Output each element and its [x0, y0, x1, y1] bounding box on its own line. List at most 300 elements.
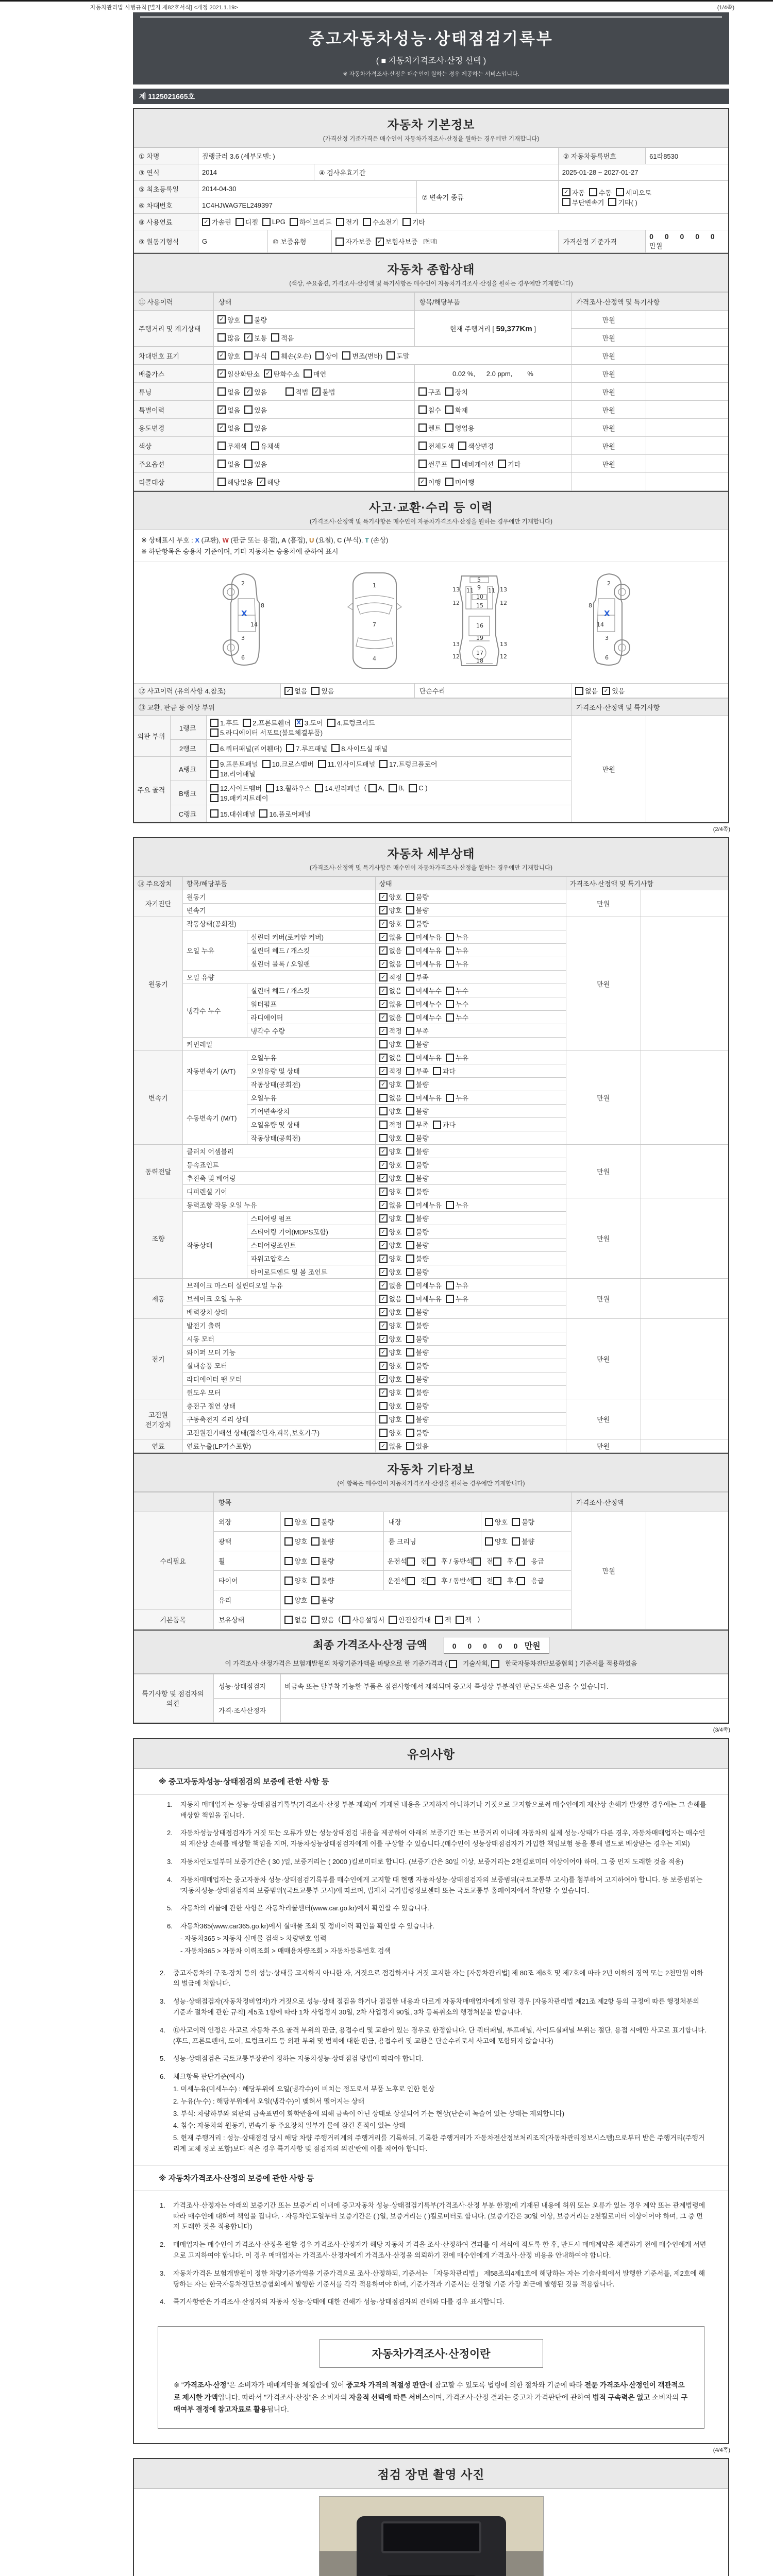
text: ⑧ 사용연료 [139, 218, 173, 226]
checkbox-13.휠하우스[interactable] [266, 783, 311, 793]
checkbox-불량[interactable] [406, 1320, 429, 1330]
checkbox-4.트렁크리드[interactable] [327, 718, 375, 727]
checkbox-option[interactable] [427, 1577, 437, 1585]
checkbox-양호[interactable] [379, 1227, 402, 1236]
checkbox-C )[interactable] [409, 784, 427, 792]
table-cell [641, 890, 728, 917]
checkbox-불량[interactable] [406, 1213, 429, 1223]
checkbox-box [379, 1134, 388, 1142]
table-cell [646, 347, 728, 365]
checkbox-19.패키지트레이[interactable] [210, 793, 268, 803]
checkbox-적법[interactable] [285, 387, 308, 397]
checkbox-부족[interactable] [406, 972, 429, 982]
checkbox-없음[interactable] [379, 945, 402, 955]
checkbox-양호[interactable] [485, 1517, 508, 1527]
table-cell [375, 957, 566, 971]
table-cell [572, 716, 646, 822]
table-cell [646, 329, 728, 347]
checkbox-box: ✓ [202, 218, 210, 226]
checkbox-불법[interactable] [312, 387, 335, 397]
checkbox-없음[interactable] [379, 1441, 402, 1451]
checkbox-기타( )[interactable] [608, 197, 637, 207]
checkbox-장치[interactable] [445, 387, 468, 397]
checkbox-box [342, 1616, 350, 1624]
checkbox-1.후드[interactable] [210, 718, 239, 727]
checkbox-누유[interactable] [446, 1053, 468, 1062]
checkbox-불량[interactable] [406, 1267, 429, 1277]
checkbox-option[interactable] [491, 1660, 501, 1668]
checkbox-불량[interactable] [406, 1334, 429, 1344]
checkbox-없음[interactable] [217, 405, 240, 415]
checkbox-LPG[interactable] [262, 218, 285, 226]
checkbox-불량[interactable] [512, 1536, 534, 1546]
checkbox-18.리어패널[interactable] [210, 769, 255, 778]
checkbox-box [210, 719, 219, 727]
checkbox-box [379, 760, 388, 768]
checkbox-기타[interactable] [498, 459, 520, 469]
checkbox-없음[interactable] [379, 932, 402, 942]
checkbox-box [433, 1121, 441, 1129]
checkbox-미세누유[interactable] [406, 1093, 442, 1103]
checkbox-box [311, 1616, 320, 1624]
checkbox-디젤[interactable] [236, 217, 258, 227]
mileage-value: 59,377Km [496, 325, 532, 333]
checkbox-도말[interactable] [386, 351, 409, 361]
final-price-strip [134, 1630, 728, 1674]
checkbox-box [389, 1616, 397, 1624]
checkbox-option[interactable] [473, 1577, 482, 1585]
checkbox-미세누유[interactable] [406, 1200, 442, 1210]
checkbox-양호[interactable] [379, 1334, 402, 1344]
checkbox-색상변경[interactable] [458, 441, 494, 451]
checkbox-누수[interactable] [446, 986, 468, 995]
checkbox-네비게이션[interactable] [451, 459, 494, 469]
checkbox-option[interactable] [407, 1577, 416, 1585]
checkbox-유채색[interactable] [251, 441, 280, 451]
checkbox-불량[interactable] [406, 1414, 429, 1424]
checkbox-누유[interactable] [446, 1294, 468, 1303]
table-cell [646, 148, 728, 164]
checkbox-일산화탄소[interactable] [217, 369, 260, 379]
checkbox-양호[interactable] [379, 892, 402, 902]
table-cell [375, 1038, 566, 1051]
checkbox-양호[interactable] [379, 1387, 402, 1397]
checkbox-불량[interactable] [311, 1595, 334, 1605]
checkbox-안전삼각대[interactable] [389, 1615, 431, 1624]
checkbox-자동[interactable] [562, 188, 585, 197]
checkbox-양호[interactable] [379, 1173, 402, 1183]
checkbox-없음[interactable] [284, 1615, 307, 1624]
svg-text:X: X [604, 609, 610, 619]
checkbox-양호[interactable] [379, 1361, 402, 1370]
checkbox-전기[interactable] [336, 217, 359, 227]
checkbox-양호[interactable] [379, 1187, 402, 1196]
checkbox-적음[interactable] [271, 333, 294, 343]
checkbox-label: 기타( ) [618, 198, 637, 207]
checkbox-label: 불량 [415, 1242, 429, 1250]
checkbox-없음[interactable] [575, 686, 598, 696]
checkbox-box [290, 218, 298, 226]
checkbox-15.대쉬패널[interactable] [210, 809, 255, 819]
checkbox-없음[interactable] [379, 1053, 402, 1062]
table-cell [566, 1051, 641, 1145]
checkbox-양호[interactable] [379, 1347, 402, 1357]
text: 룸 크리닝 [388, 1538, 416, 1546]
checkbox-불량[interactable] [406, 919, 429, 928]
checkbox-불량[interactable] [512, 1517, 534, 1527]
checkbox-label: 미세누수 [415, 1014, 442, 1022]
checkbox-불량[interactable] [406, 1347, 429, 1357]
checkbox-9.프론트패널[interactable] [210, 759, 258, 769]
checkbox-8.사이드실 패널[interactable] [331, 743, 388, 753]
checkbox-불량[interactable] [406, 1401, 429, 1411]
definition-box-title: 자동차가격조사·산정이란 [320, 2339, 543, 2368]
checkbox-미세누유[interactable] [406, 1294, 442, 1303]
text: 보유상태 [219, 1616, 245, 1624]
checkbox-box: ✓ [244, 333, 253, 342]
checkbox-불량[interactable] [311, 1556, 334, 1566]
table-cell [134, 455, 214, 473]
checkbox-6.쿼터패널(리어휀더)[interactable] [210, 743, 282, 753]
checkbox-누유[interactable] [446, 1200, 468, 1210]
checkbox-있음[interactable] [244, 405, 267, 415]
checkbox-양호[interactable] [379, 1240, 402, 1250]
table-cell [134, 1198, 183, 1279]
checkbox-11.인사이드패널[interactable] [318, 759, 375, 769]
checkbox-box [379, 1415, 388, 1423]
checkbox-미세누수[interactable] [406, 986, 442, 995]
table-cell [572, 1512, 646, 1630]
table-cell [572, 419, 646, 437]
checkbox-option[interactable] [493, 1557, 503, 1566]
checkbox-하이브리드[interactable] [290, 217, 332, 227]
checkbox-option[interactable] [473, 1557, 482, 1566]
checkbox-가솔린[interactable] [202, 217, 231, 227]
checkbox-있음[interactable] [244, 423, 267, 433]
table-cell [375, 890, 566, 904]
table-cell [383, 1551, 571, 1571]
text: 만원 [602, 316, 615, 324]
checkbox-5.라디에이터 서포트(볼트체결부품)[interactable] [210, 727, 323, 737]
checkbox-미세누유[interactable] [406, 1053, 442, 1062]
text: 라디에이터 [250, 1014, 283, 1022]
text: 응급 [531, 1557, 544, 1565]
checkbox-label: 없음 [389, 1014, 402, 1022]
checkbox-label: 없음 [227, 424, 241, 432]
text: 짚랭글러 3.6 (세부모델: ) [202, 152, 275, 160]
checkbox-양호[interactable] [379, 1414, 402, 1424]
definition-text-segment: 됩니다. [266, 2405, 289, 2414]
table-cell [375, 1279, 566, 1292]
checkbox-있음[interactable] [406, 1441, 429, 1451]
checkbox-화재[interactable] [445, 405, 468, 415]
checkbox-불량[interactable] [406, 1106, 429, 1116]
checkbox-2.프론트휀더[interactable] [243, 718, 291, 727]
checkbox-label: 없음 [389, 1054, 402, 1062]
checkbox-누유[interactable] [446, 932, 468, 942]
checkbox-양호[interactable] [379, 1253, 402, 1263]
checkbox-불량[interactable] [406, 1240, 429, 1250]
checkbox-적정[interactable] [379, 1026, 402, 1036]
checkbox-양호[interactable] [379, 1374, 402, 1384]
checkbox-불량[interactable] [406, 905, 429, 915]
checkbox-불량[interactable] [244, 315, 267, 325]
checkbox-불량[interactable] [311, 1575, 334, 1585]
table-cell [375, 1265, 566, 1279]
checkbox-이행[interactable] [418, 477, 441, 487]
checkbox-렌트[interactable] [418, 423, 441, 433]
table-cell [214, 1532, 281, 1551]
checkbox-불량[interactable] [406, 1374, 429, 1384]
checkbox-매연[interactable] [304, 369, 326, 379]
checkbox-부식[interactable] [244, 351, 267, 361]
table-cell [375, 1306, 566, 1319]
checkbox-A,[interactable] [368, 784, 384, 792]
checkbox-누유[interactable] [446, 945, 468, 955]
checkbox-사용설명서[interactable] [342, 1615, 384, 1624]
checkbox-양호[interactable] [379, 1213, 402, 1223]
table-cell [183, 1372, 376, 1386]
checkbox-12.사이드멤버[interactable] [210, 783, 262, 793]
checkbox-box [493, 1557, 501, 1566]
checkbox-전체도색[interactable] [418, 441, 454, 451]
checkbox-양호[interactable] [379, 919, 402, 928]
checkbox-box [284, 1596, 293, 1604]
checkbox-미세누수[interactable] [406, 1012, 442, 1022]
checkbox-양호[interactable] [217, 351, 240, 361]
checkbox-변조(변타)[interactable] [342, 351, 382, 361]
inspector-opinion-table [134, 1674, 728, 1723]
checkbox-해당없음[interactable] [217, 477, 253, 487]
checkbox-양호[interactable] [379, 1320, 402, 1330]
checkbox-있음[interactable] [311, 1615, 334, 1624]
table-cell [214, 1674, 281, 1698]
checkbox-보통[interactable] [244, 333, 267, 343]
checkbox-option[interactable] [407, 1557, 416, 1566]
checkbox-누수[interactable] [446, 1012, 468, 1022]
checkbox-해당[interactable] [257, 477, 280, 487]
notice-item-text: 자동차매매업자는 중고자동차 성능·상태점검기록부를 매수인에게 고지할 때 현행 자동차성능·상태점검자의 보증범위(국토교통부 고시)를 첨부하여 고지하여야 합니다. 동 보증범위는 '자동차성능·상태점검자의 보증범위'(국토교통부 고시)에 따르며, 법제처 국가법령정보센터 또는 국토교통부 홈페이지에서 확인할 수 있습니다. [180, 1875, 703, 1894]
checkbox-불량[interactable] [406, 1133, 429, 1143]
checkbox-10.크로스멤버[interactable] [262, 759, 314, 769]
text: 고전원 전기장치 [145, 1411, 172, 1429]
notice-item [160, 2268, 707, 2290]
checkbox-있음[interactable] [244, 387, 267, 397]
svg-text:11: 11 [466, 587, 474, 595]
checkbox-불량[interactable] [406, 1160, 429, 1170]
checkbox-보험사보증[interactable] [376, 236, 418, 246]
text: 상태 [379, 880, 392, 888]
checkbox-무채색[interactable] [217, 441, 247, 451]
checkbox-label: 양호 [389, 1161, 402, 1170]
checkbox-과다[interactable] [433, 1066, 456, 1076]
checkbox-option[interactable] [449, 1660, 459, 1668]
checkbox-불량[interactable] [406, 1227, 429, 1236]
checkbox-불량[interactable] [406, 1173, 429, 1183]
definition-text-segment: ※ " [174, 2381, 184, 2389]
checkbox-수동[interactable] [589, 188, 612, 197]
checkbox-양호[interactable] [379, 1039, 402, 1049]
checkbox-양호[interactable] [284, 1517, 307, 1527]
checkbox-양호[interactable] [379, 905, 402, 915]
checkbox-미세누유[interactable] [406, 932, 442, 942]
checkbox-option[interactable] [517, 1557, 527, 1566]
checkbox-option[interactable] [427, 1557, 437, 1566]
checkbox-과다[interactable] [433, 1120, 456, 1129]
checkbox-양호[interactable] [379, 1133, 402, 1143]
text: 발전기 출력 [187, 1322, 221, 1330]
notice-sub-item: 2. 누유(누수) : 해당부위에서 오일(냉각수)이 맺혀서 떨어지는 상태 [173, 2097, 365, 2105]
checkbox-없음[interactable] [379, 1200, 402, 1210]
checkbox-label: 불량 [415, 1322, 429, 1330]
checkbox-침수[interactable] [418, 405, 441, 415]
checkbox-16.플로어패널[interactable] [259, 809, 311, 819]
checkbox-box: ✓ [217, 405, 226, 414]
checkbox-잭[interactable] [456, 1615, 472, 1624]
table-cell [134, 1399, 183, 1439]
checkbox-적정[interactable] [379, 1120, 402, 1129]
text: 변속기 [187, 907, 206, 915]
text: 비금속 또는 탈부착 가능한 부품은 점검사항에서 제외되며 중고차 특성상 부분적인 판금도색은 있을 수 있습니다. [284, 1683, 609, 1691]
checkbox-label: 수소전기 [372, 218, 398, 226]
checkbox-적정[interactable] [379, 1066, 402, 1076]
checkbox-없음[interactable] [379, 959, 402, 969]
checkbox-양호[interactable] [379, 1106, 402, 1116]
text: ( [364, 784, 368, 792]
checkbox-누수[interactable] [446, 999, 468, 1009]
checkbox-불량[interactable] [406, 892, 429, 902]
text: 타이로드엔드 및 볼 조인트 [250, 1268, 328, 1277]
checkbox-세미오토[interactable] [616, 188, 651, 197]
checkbox-box: ✓ [379, 1281, 388, 1290]
checkbox-수소전기[interactable] [363, 217, 398, 227]
checkbox-없음[interactable] [379, 999, 402, 1009]
checkbox-불량[interactable] [311, 1517, 334, 1527]
checkbox-없음[interactable] [379, 1294, 402, 1303]
checkbox-label: 누유 [455, 934, 469, 942]
checkbox-미세누유[interactable] [406, 1280, 442, 1290]
checkbox-없음[interactable] [379, 1093, 402, 1103]
checkbox-썬루프[interactable] [418, 459, 448, 469]
checkbox-무단변속기[interactable] [562, 197, 604, 207]
text: 스티어링 기어(MDPS포함) [250, 1228, 328, 1236]
checkbox-영업용[interactable] [445, 423, 475, 433]
checkbox-불량[interactable] [406, 1387, 429, 1397]
checkbox-3.도어[interactable] [295, 718, 323, 727]
checkbox-없음[interactable] [217, 423, 240, 433]
checkbox-불량[interactable] [406, 1253, 429, 1263]
inspection-photos [134, 2489, 728, 2576]
checkbox-17.트렁크플로어[interactable] [379, 759, 437, 769]
checkbox-상이[interactable] [315, 351, 338, 361]
checkbox-누유[interactable] [446, 959, 468, 969]
checkbox-box [406, 1308, 414, 1316]
page-top-rule [0, 0, 773, 2]
checkbox-option[interactable] [493, 1577, 503, 1585]
table-cell [267, 230, 332, 253]
checkbox-있음[interactable] [244, 459, 267, 469]
checkbox-box: ✓ [312, 387, 321, 396]
checkbox-양호[interactable] [379, 1428, 402, 1437]
checkbox-양호[interactable] [284, 1536, 307, 1546]
checkbox-누유[interactable] [446, 1280, 468, 1290]
checkbox-누유[interactable] [446, 1093, 468, 1103]
sheet-photos [133, 2458, 729, 2576]
checkbox-미세누유[interactable] [406, 959, 442, 969]
checkbox-있음[interactable] [311, 686, 334, 696]
checkbox-불량[interactable] [406, 1079, 429, 1089]
checkbox-양호[interactable] [379, 1307, 402, 1317]
checkbox-label: 일산화탄소 [227, 370, 260, 378]
checkbox-box [409, 784, 417, 792]
checkbox-없음[interactable] [217, 387, 240, 397]
checkbox-미세누유[interactable] [406, 945, 442, 955]
table-cell [281, 1571, 383, 1590]
checkbox-양호[interactable] [217, 315, 240, 325]
checkbox-불량[interactable] [406, 1307, 429, 1317]
checkbox-구조[interactable] [418, 387, 441, 397]
checkbox-없음[interactable] [217, 459, 240, 469]
checkbox-양호[interactable] [379, 1079, 402, 1089]
checkbox-box: ✓ [379, 1188, 388, 1196]
checkbox-불량[interactable] [406, 1039, 429, 1049]
section-title: 사고·교환·수리 등 이력 [368, 501, 494, 514]
checkbox-미세누수[interactable] [406, 999, 442, 1009]
checkbox-box [402, 218, 411, 226]
checkbox-14.필러패널[interactable] [315, 783, 360, 793]
checkbox-없음[interactable] [379, 1012, 402, 1022]
checkbox-많음[interactable] [217, 333, 240, 343]
checkbox-탄화수소[interactable] [264, 369, 299, 379]
checkbox-자가보증[interactable] [335, 236, 371, 246]
checkbox-미이행[interactable] [445, 477, 475, 487]
checkbox-부족[interactable] [406, 1026, 429, 1036]
checkbox-box [379, 1402, 388, 1410]
checkbox-box [389, 784, 397, 792]
checkbox-양호[interactable] [485, 1536, 508, 1546]
checkbox-있음[interactable] [602, 686, 625, 696]
checkbox-양호[interactable] [379, 1146, 402, 1156]
checkbox-훼손(오손)[interactable] [271, 351, 311, 361]
checkbox-불량[interactable] [406, 1146, 429, 1156]
checkbox-부족[interactable] [406, 1120, 429, 1129]
table-cell [641, 1198, 728, 1279]
checkbox-B,[interactable] [389, 784, 405, 792]
checkbox-불량[interactable] [406, 1361, 429, 1370]
checkbox-불량[interactable] [406, 1428, 429, 1437]
checkbox-양호[interactable] [379, 1267, 402, 1277]
checkbox-불량[interactable] [406, 1187, 429, 1196]
checkbox-7.루프패널[interactable] [286, 743, 327, 753]
checkbox-부족[interactable] [406, 1066, 429, 1076]
checkbox-label: 불량 [415, 1215, 429, 1223]
text: 색상 [139, 442, 152, 450]
checkbox-적정[interactable] [379, 972, 402, 982]
checkbox-양호[interactable] [284, 1556, 307, 1566]
checkbox-잭[interactable] [435, 1615, 451, 1624]
checkbox-양호[interactable] [284, 1595, 307, 1605]
checkbox-양호[interactable] [379, 1401, 402, 1411]
checkbox-option[interactable] [517, 1577, 527, 1585]
checkbox-box: ✓ [562, 188, 570, 196]
checkbox-양호[interactable] [284, 1575, 307, 1585]
checkbox-없음[interactable] [284, 686, 307, 696]
checkbox-양호[interactable] [379, 1160, 402, 1170]
checkbox-기타[interactable] [402, 217, 425, 227]
checkbox-불량[interactable] [311, 1536, 334, 1546]
checkbox-없음[interactable] [379, 986, 402, 995]
checkbox-없음[interactable] [379, 1280, 402, 1290]
